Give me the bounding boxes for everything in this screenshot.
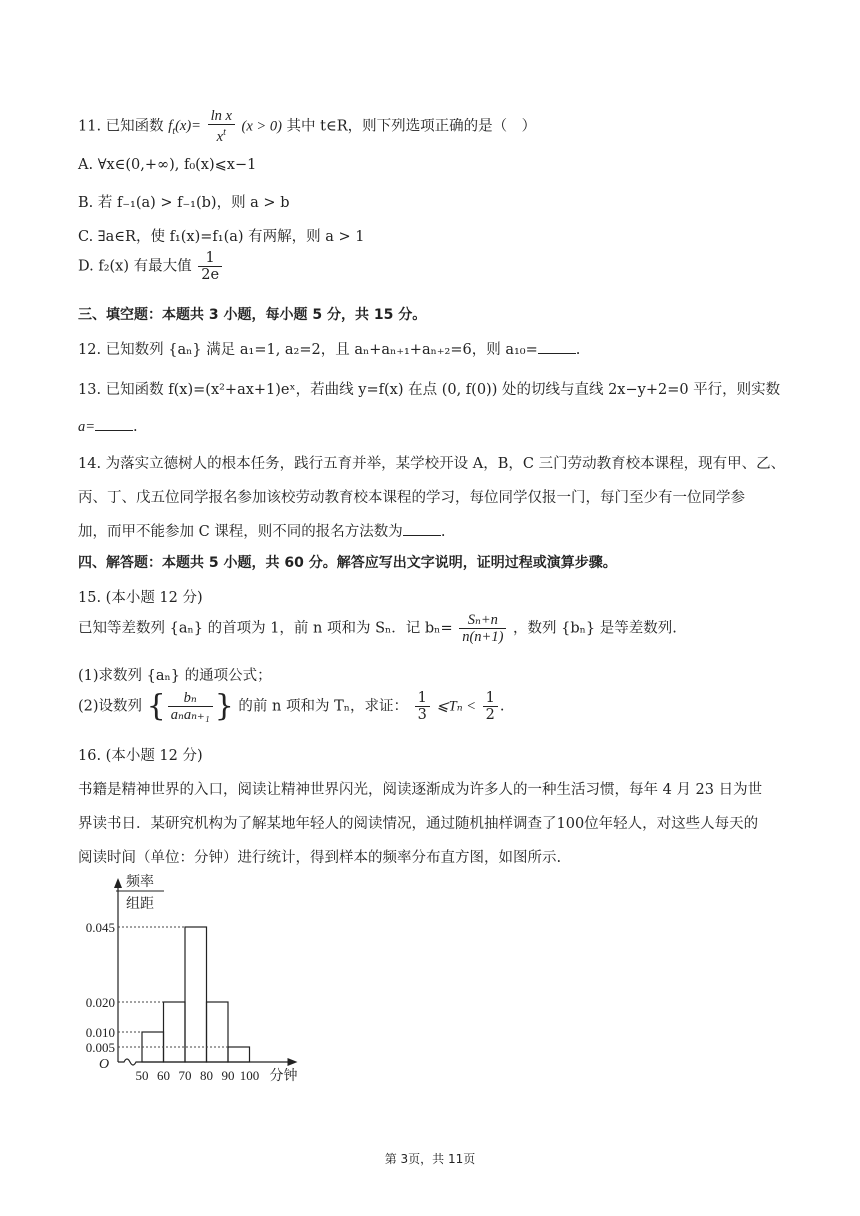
q13-line2 — [78, 418, 138, 436]
x-axis-label: 分钟 — [269, 1069, 298, 1084]
origin-label: O — [98, 1057, 110, 1072]
q11-func: $f_t(x)=$ — [168, 118, 201, 138]
q13-line1: 13. 已知函数 f(x)=(x²+ax+1)eˣ，若曲线 y=f(x) 在点 (0, f(0)) 处的切线与直线 2x−y+2=0 平行，则实数 — [78, 382, 781, 398]
q14-line3 — [78, 520, 445, 541]
q15-part2-pre: (2)设数列 — [78, 698, 143, 715]
q11-option-d-text: D. f₂(x) 有最大值 — [78, 258, 192, 275]
left-brace: { — [146, 688, 166, 724]
q13-answer-blank — [95, 418, 133, 431]
histogram-bar — [207, 1002, 229, 1062]
q11-stem — [78, 108, 536, 145]
q15-line1-pre: 已知等差数列 {aₙ} 的首项为 1，前 n 项和为 Sₙ．记 bₙ= — [78, 620, 453, 637]
section-3-heading: 三、填空题：本题共 3 小题，每小题 5 分，共 15 分。 — [78, 307, 427, 323]
q11-stem-pre: 11. 已知函数 — [78, 118, 164, 135]
y-tick-label: 0.020 — [85, 995, 115, 1010]
q15-part1: (1)求数列 {aₙ} 的通项公式； — [78, 668, 272, 684]
q13-end: . — [133, 419, 138, 435]
q11-stem-post: 其中 t∈R，则下列选项正确的是（ ） — [286, 118, 537, 135]
y-axis-arrow — [114, 878, 122, 888]
y-tick-label: 0.005 — [85, 1040, 115, 1055]
page-footer: 第 3页，共 11页 — [384, 1152, 476, 1166]
q12-answer-blank — [538, 341, 576, 354]
q14-line3-text: 加，而甲不能参加 C 课程，则不同的报名方法数为 — [78, 524, 403, 540]
histogram-bar — [185, 927, 207, 1062]
frequency-histogram — [70, 872, 310, 1092]
q15-line1-post: ，数列 {bₙ} 是等差数列. — [513, 620, 677, 637]
y-axis-label-denominator: 组距 — [126, 897, 154, 912]
q11-option-d-fraction: $\frac{1}{2e}$ — [198, 250, 222, 283]
histogram-bar — [228, 1047, 250, 1062]
q15-inequality: ⩽Tₙ < — [436, 698, 476, 715]
q15-lower-bound: $\frac{1}{3}$ — [415, 690, 430, 723]
q14-end: . — [440, 524, 446, 540]
q16-line2: 界读书日．某研究机构为了解某地年轻人的阅读情况，通过随机抽样调查了100位年轻人，对这些人每天的 — [78, 816, 759, 832]
x-axis-arrow — [288, 1058, 298, 1066]
x-tick-label: 50 — [135, 1068, 149, 1083]
q15-part2-mid: 的前 n 项和为 Tₙ，求证： — [238, 698, 409, 715]
q11-option-d — [78, 250, 224, 283]
right-brace: } — [214, 688, 234, 724]
q16-line3: 阅读时间（单位：分钟）进行统计，得到样本的频率分布直方图，如图所示. — [78, 850, 562, 866]
q15-part2-fraction: $\frac{\text{bₙ}}{\text{aₙaₙ₊₁}}$ — [168, 690, 213, 723]
q16-line1: 书籍是精神世界的入口，阅读让精神世界闪光，阅读逐渐成为许多人的一种生活习惯，每年 4 月 23 日为世 — [78, 782, 763, 798]
q11-option-c: C. ∃a∈R，使 f₁(x)=f₁(a) 有两解，则 a > 1 — [78, 229, 365, 245]
q12-text: 12. 已知数列 {aₙ} 满足 a₁=1, a₂=2，且 aₙ+aₙ₊₁+aₙ₊₂=6，则 a₁₀= — [78, 342, 538, 358]
x-tick-label: 70 — [178, 1068, 192, 1083]
x-tick-label: 100 — [239, 1068, 260, 1083]
q11-option-a: A. ∀x∈(0,+∞), f₀(x)⩽x−1 — [78, 157, 257, 173]
histogram-bar — [142, 1032, 164, 1062]
q14-answer-blank — [403, 523, 441, 536]
q12-end: . — [575, 342, 581, 358]
q15-heading: 15. (本小题 12 分) — [78, 590, 203, 606]
q13-line2-pre: a= — [78, 419, 96, 435]
x-tick-label: 80 — [200, 1068, 213, 1083]
q12 — [78, 338, 580, 359]
q14-line2: 丙、丁、戊五位同学报名参加该校劳动教育校本课程的学习，每位同学仅报一门，每门至少有一位同学参 — [78, 490, 745, 506]
y-axis-label-numerator: 频率 — [126, 875, 154, 890]
q15-part2: (2)设数列 { $\frac{\text{bₙ}}{\text{aₙaₙ₊₁}}$ } 的前 n 项和为 Tₙ，求证： $\frac{1}{3}$ ⩽Tₙ < $\frac{1}{2}$ . — [78, 688, 505, 724]
q16-heading: 16. (本小题 12 分) — [78, 748, 203, 764]
q15-bn-fraction: $\frac{\text{Sₙ+n}}{n(n+1)}$ — [459, 612, 506, 645]
histogram-bar — [164, 1002, 186, 1062]
section-4-heading: 四、解答题：本题共 5 小题，共 60 分。解答应写出文字说明，证明过程或演算步骤。 — [78, 555, 617, 571]
q15-line1 — [78, 612, 677, 645]
q11-condition: (x > 0) — [241, 118, 282, 135]
q11-option-b: B. 若 f₋₁(a) > f₋₁(b)，则 a > b — [78, 195, 290, 211]
q14-line1: 14. 为落实立德树人的根本任务，践行五育并举，某学校开设 A，B，C 三门劳动教育校本课程，现有甲、乙、 — [78, 456, 786, 472]
q11-fraction: $\frac{\text{ln x}}{x^t}$ — [208, 108, 235, 145]
x-tick-label: 60 — [157, 1068, 170, 1083]
y-tick-label: 0.045 — [85, 920, 115, 935]
y-tick-label: 0.010 — [85, 1025, 115, 1040]
q15-upper-bound: $\frac{1}{2}$ — [483, 690, 498, 723]
x-tick-label: 90 — [221, 1068, 235, 1083]
